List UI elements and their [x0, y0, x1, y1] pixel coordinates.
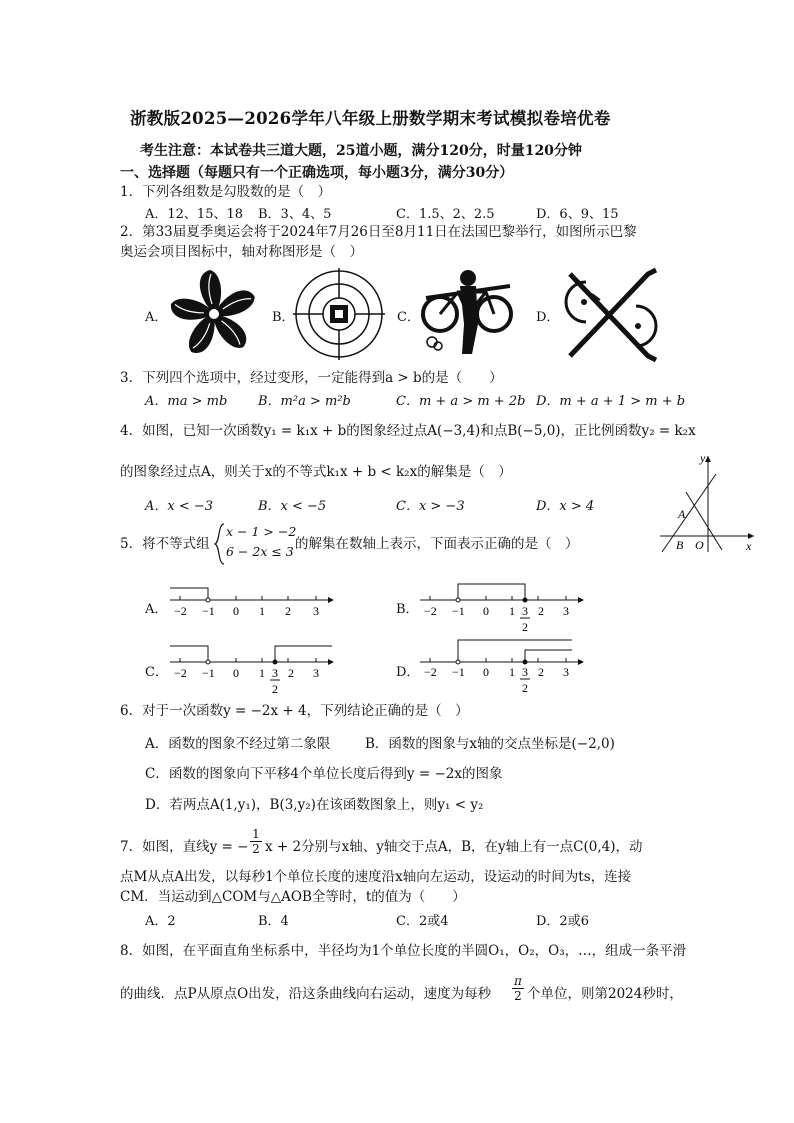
question-3: 3．下列四个选项中，经过变形，一定能得到a > b的是（ ）: [120, 370, 503, 386]
tick: 2: [285, 604, 291, 618]
question-8-line1: 8．如图，在平面直角坐标系中，半径均为1个单位长度的半圆O₁，O₂，O₃，…，组成一条平滑: [120, 943, 687, 959]
tick: 3: [313, 604, 319, 618]
page-title: 浙教版2025—2026学年八年级上册数学期末考试模拟卷培优卷: [130, 109, 611, 128]
pinwheel-icon: [168, 268, 260, 364]
tick: 2: [288, 666, 294, 680]
question-2-line1: 2．第33届夏季奥运会将于2024年7月26日至8月11日在法国巴黎举行，如图所示巴黎: [120, 224, 637, 240]
target-icon: [293, 268, 385, 364]
q7-option-d: D．2或6: [536, 914, 589, 929]
question-4-line2: 的图象经过点A，则关于x的不等式k₁x + b < k₂x的解集是（ ）: [120, 464, 512, 480]
q5-label-b: B．: [396, 602, 419, 617]
q4-graph-label-y: y: [700, 451, 706, 465]
q2-label-c: C．: [397, 310, 420, 325]
q1-option-a: A．12、15、18: [145, 207, 244, 222]
q1-option-d: D．6、9、15: [536, 207, 619, 222]
q7-option-a: A．2: [145, 914, 176, 929]
frac-den: 2: [512, 988, 524, 1003]
tick: −1: [202, 604, 215, 618]
q6-option-c: C．函数的图象向下平移4个单位长度后得到y = −2x的图象: [145, 766, 503, 782]
tick: 3: [563, 604, 569, 618]
q4-option-c: C．x > −3: [396, 499, 465, 514]
q7-option-c: C．2或4: [396, 914, 449, 929]
frac-num: 1: [252, 827, 260, 841]
q5-label-c: C．: [145, 665, 168, 680]
tick: 3: [313, 666, 319, 680]
frac-den: 2: [250, 841, 262, 856]
tick: 2: [538, 665, 544, 679]
number-line-d: [418, 636, 588, 702]
frac-num: π: [514, 974, 522, 988]
q1-option-b: B．3、4、5: [258, 207, 332, 222]
frac-num: 3: [522, 665, 528, 679]
q3-option-d: D．m + a + 1 > m + b: [536, 394, 686, 409]
q7-fraction: [250, 827, 262, 856]
q4-option-d: D．x > 4: [536, 499, 595, 514]
q6-option-a: A．函数的图象不经过第二象限: [145, 736, 331, 752]
q1-option-c: C．1.5、2、2.5: [396, 207, 495, 222]
q4-graph-label-a: A: [678, 507, 686, 521]
tick: −2: [424, 604, 437, 618]
question-2-line2: 奥运会项目图标中，轴对称图形是（ ）: [120, 244, 363, 260]
q3-option-a: A．ma > mb: [145, 394, 228, 409]
question-7-line3: CM．当运动到△COM与△AOB全等时，t的值为（ ）: [120, 889, 466, 905]
frac-den: 2: [522, 620, 528, 634]
q2-label-a: A．: [145, 310, 168, 325]
question-8-line2b: 个单位，则第2024秒时，: [527, 986, 683, 1002]
number-line-a: [168, 584, 338, 628]
cyclist-icon: [418, 268, 518, 364]
number-line-c: [168, 642, 338, 702]
tick: 3: [563, 665, 569, 679]
question-7-line1a: 7．如图，直线y = −: [120, 839, 249, 855]
frac-num: 3: [522, 604, 528, 618]
q4-option-b: B．x < −5: [258, 499, 327, 514]
tick: 1: [259, 666, 265, 680]
question-5-tail: 的解集在数轴上表示，下面表示正确的是（ ）: [295, 536, 579, 552]
question-7-line2: 点M从点A出发，以每秒1个单位长度的速度沿x轴向左运动，设运动的时间为ts，连接: [120, 869, 632, 885]
q4-graph-label-b: B: [676, 538, 684, 552]
frac-num: 3: [272, 666, 278, 680]
system-line-1: x − 1 > −2: [226, 524, 297, 539]
inequality-system: [214, 522, 226, 570]
tick: −2: [424, 665, 437, 679]
q4-graph: [658, 452, 758, 561]
q6-option-d: D．若两点A(1,y₁)，B(3,y₂)在该函数图象上，则y₁ < y₂: [145, 797, 484, 813]
tick: −1: [452, 665, 465, 679]
q4-graph-label-x: x: [746, 539, 752, 553]
section-heading: 一、选择题（每题只有一个正确选项，每小题3分，满分30分）: [120, 165, 514, 181]
hockey-icon: [556, 266, 666, 366]
q3-option-b: B．m²a > m²b: [258, 394, 351, 409]
notice: 考生注意：本试卷共三道大题，25道小题，满分120分，时量120分钟: [140, 143, 582, 159]
tick: 1: [509, 665, 515, 679]
q7-option-b: B．4: [258, 914, 289, 929]
q3-option-c: C．m + a > m + 2b: [396, 394, 526, 409]
system-line-2: 6 − 2x ≤ 3: [226, 544, 294, 559]
tick: −2: [174, 666, 187, 680]
q2-label-b: B．: [272, 310, 295, 325]
question-7-line1b: x + 2分别与x轴、y轴交于点A，B，在y轴上有一点C(0,4)，动: [265, 839, 643, 855]
q5-label-d: D．: [396, 665, 420, 680]
q4-graph-label-o: O: [695, 538, 704, 552]
tick: 0: [483, 665, 489, 679]
question-8-line2a: 的曲线．点P从原点O出发，沿这条曲线向右运动，速度为每秒: [120, 986, 492, 1002]
question-6: 6．对于一次函数y = −2x + 4，下列结论正确的是（ ）: [120, 703, 469, 719]
tick: 1: [509, 604, 515, 618]
tick: −2: [174, 604, 187, 618]
q4-option-a: A．x < −3: [145, 499, 214, 514]
question-5-lead: 5．将不等式组: [120, 536, 210, 552]
tick: −1: [452, 604, 465, 618]
frac-den: 2: [522, 681, 528, 695]
tick: 2: [538, 604, 544, 618]
tick: −1: [202, 666, 215, 680]
q8-fraction: [512, 974, 524, 1003]
q2-label-d: D．: [536, 310, 560, 325]
tick: 0: [483, 604, 489, 618]
q5-label-a: A．: [145, 602, 168, 617]
question-4-line1: 4．如图，已知一次函数y₁ = k₁x + b的图象经过点A(−3,4)和点B(−5,0)，正比例函数y₂ = k₂x: [120, 423, 696, 439]
q6-option-b: B．函数的图象与x轴的交点坐标是(−2,0): [365, 736, 615, 752]
tick: 1: [259, 604, 265, 618]
tick: 0: [233, 604, 239, 618]
tick: 0: [233, 666, 239, 680]
question-1: 1．下列各组数是勾股数的是（ ）: [120, 184, 332, 200]
number-line-b: [418, 580, 588, 640]
frac-den: 2: [272, 682, 278, 696]
